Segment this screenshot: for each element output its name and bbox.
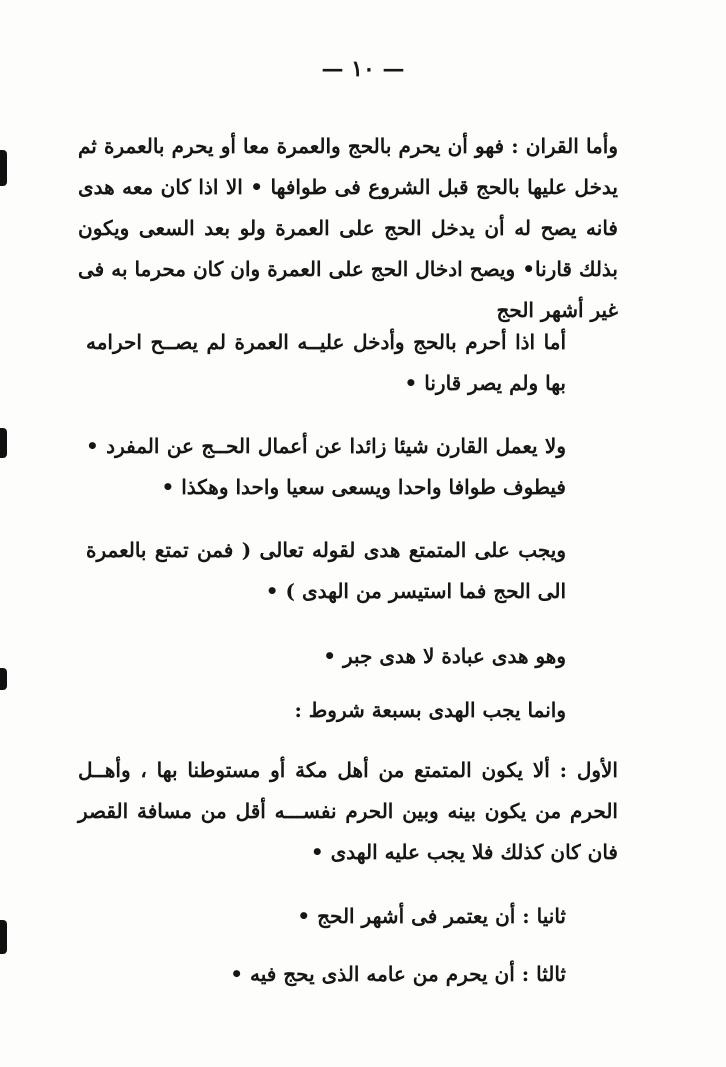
paragraph-seven-conditions: وانما يجب الهدى بسبعة شروط : — [294, 698, 566, 722]
scan-edge-mark — [0, 428, 7, 458]
paragraph-condition-first: الأول : ألا يكون المتمتع من أهل مكة أو مستوطنا بها ، وأهــل الحرم من يكون بينه وبين الحرم نفســـه أقل من مسافة القصر فان كان كذلك فلا يجب عليه الهدى • — [78, 758, 618, 864]
paragraph-qarin-actions: ولا يعمل القارن شيئا زائدا عن أعمال الحــج عن المفرد • فيطوف طوافا واحدا ويسعى سعيا واحدا وهكذا • — [86, 434, 566, 499]
paragraph-hady-type: وهو هدى عبادة لا هدى جبر • — [323, 644, 566, 668]
paragraph-mutamatti-hady: ويجب على المتمتع هدى لقوله تعالى ( فمن تمتع بالعمرة الى الحج فما استيسر من الهدى ) • — [86, 538, 566, 603]
paragraph-qiran-definition: وأما القران : فهو أن يحرم بالحج والعمرة معا أو يحرم بالعمرة ثم يدخل عليها بالحج قبل الشروع فى طوافها • الا اذا كان معه هدى فانه يصح له أن يدخل الحج على العمرة ولو بعد السعى ويكون بذلك قارنا• ويصح ادخال الحج على العمرة وان كان محرما به فى غير أشهر الحج — [78, 134, 618, 322]
scan-edge-mark — [0, 150, 7, 186]
scan-edge-mark — [0, 920, 7, 954]
paragraph-condition-third: ثالثا : أن يحرم من عامه الذى يحج فيه • — [230, 962, 566, 986]
scan-edge-mark — [0, 668, 7, 690]
paragraph-condition-second: ثانيا : أن يعتمر فى أشهر الحج • — [297, 904, 566, 928]
paragraph-hajj-then-umrah: أما اذا أحرم بالحج وأدخل عليــه العمرة لم يصــح احرامه بها ولم يصر قارنا • — [86, 330, 566, 395]
page-number: — ١٠ — — [321, 56, 405, 82]
